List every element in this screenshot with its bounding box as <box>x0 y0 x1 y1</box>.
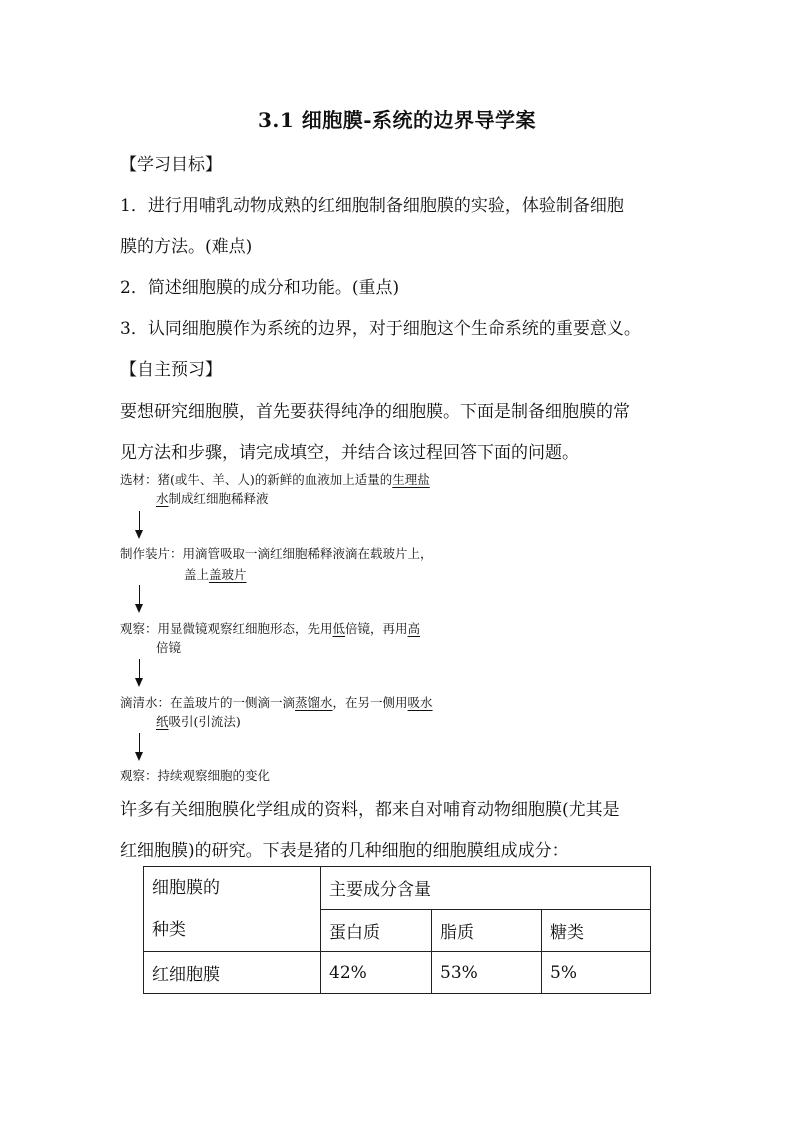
blank-absorbent-paper-cont: 纸 <box>156 714 169 729</box>
intro-line-2: 见方法和步骤，请完成填空，并结合该过程回答下面的问题。 <box>120 443 579 463</box>
flow-step-observe-line2: 倍镜 <box>156 640 182 655</box>
flow-step-make-slide-line2: 盖上盖玻片 <box>184 567 247 582</box>
flow-step-add-water: 滴清水：在盖玻片的一侧滴一滴蒸馏水，在另一侧用吸水 <box>120 695 433 710</box>
para2-line-1: 许多有关细胞膜化学组成的资料，都来自对哺育动物细胞膜(尤其是 <box>120 800 620 820</box>
para2-line-2: 红细胞膜)的研究。下表是猪的几种细胞的细胞膜组成成分： <box>120 841 569 861</box>
header-main-components: 主要成分含量 <box>321 867 651 910</box>
page-title: 3.1 细胞膜-系统的边界导学案 <box>257 108 537 132</box>
flow-arrow-3 <box>134 659 146 687</box>
blank-saline-cont: 水 <box>156 491 169 506</box>
blank-low: 低 <box>332 621 346 636</box>
blank-distilled-water: 蒸馏水 <box>295 695 333 710</box>
cell-protein: 42% <box>321 952 432 994</box>
flow-step-select-material: 选材：猪(或牛、羊、人)的新鲜的血液加上适量的生理盐 <box>120 472 430 487</box>
goal-1-line-1: 1．进行用哺乳动物成熟的红细胞制备细胞膜的实验，体验制备细胞 <box>120 196 624 216</box>
goal-3: 3．认同细胞膜作为系统的边界，对于细胞这个生命系统的重要意义。 <box>120 319 641 339</box>
section-heading-goals: 【学习目标】 <box>120 155 222 175</box>
flow-step-add-water-line2: 纸吸引(引流法) <box>156 714 241 729</box>
table-row <box>144 952 651 994</box>
header-membrane-type: 细胞膜的 种类 <box>144 867 321 952</box>
blank-coverslip: 盖玻片 <box>209 567 247 582</box>
goal-1-line-2: 膜的方法。(难点) <box>120 237 253 257</box>
intro-line-1: 要想研究细胞膜，首先要获得纯净的细胞膜。下面是制备细胞膜的常 <box>120 402 630 422</box>
flow-step-select-material-line2: 水制成红细胞稀释液 <box>156 491 269 506</box>
membrane-composition-table <box>143 866 651 994</box>
header-protein: 蛋白质 <box>321 909 432 952</box>
blank-high: 高 <box>407 621 421 636</box>
blank-absorbent-paper: 吸水 <box>407 695 433 710</box>
header-sugar: 糖类 <box>542 909 651 952</box>
flow-step-make-slide: 制作装片：用滴管吸取一滴红细胞稀释液滴在载玻片上， <box>120 546 433 561</box>
cell-type: 红细胞膜 <box>144 952 321 994</box>
flow-arrow-1 <box>134 511 146 539</box>
goal-2: 2．简述细胞膜的成分和功能。(重点) <box>120 278 400 298</box>
section-heading-preview: 【自主预习】 <box>120 360 222 380</box>
flow-arrow-4 <box>134 733 146 761</box>
cell-lipid: 53% <box>432 952 542 994</box>
flow-step-observe: 观察：用显微镜观察红细胞形态，先用低倍镜，再用高 <box>120 621 421 636</box>
cell-sugar: 5% <box>542 952 651 994</box>
header-lipid: 脂质 <box>432 909 542 952</box>
flow-step-observe-change: 观察：持续观察细胞的变化 <box>120 768 271 783</box>
blank-saline: 生理盐 <box>392 472 430 487</box>
flow-arrow-2 <box>134 585 146 613</box>
